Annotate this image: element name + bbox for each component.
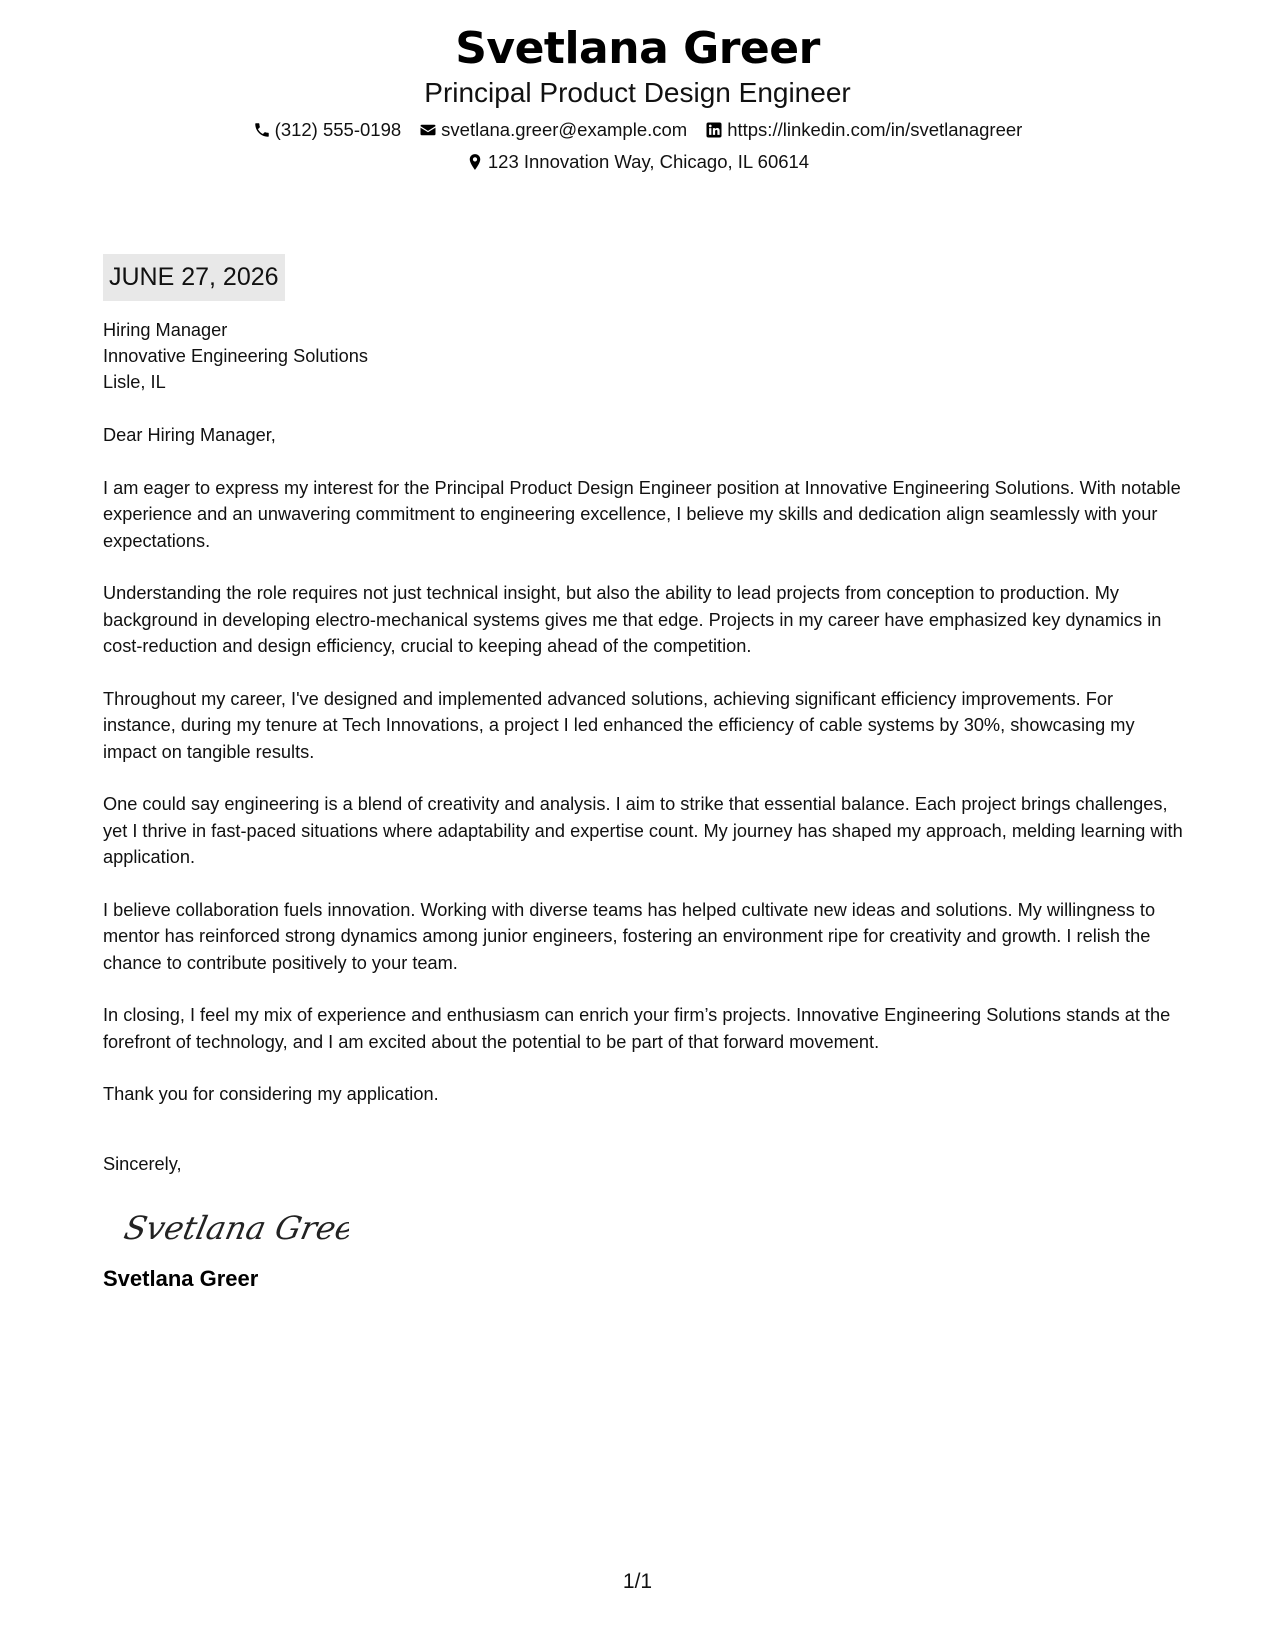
contact-row bbox=[0, 118, 1275, 142]
contact-address bbox=[466, 150, 809, 174]
applicant-name: Svetlana Greer bbox=[455, 23, 820, 74]
envelope-icon bbox=[419, 121, 437, 139]
contact-email bbox=[419, 118, 687, 142]
salutation: Dear Hiring Manager, bbox=[103, 425, 276, 445]
linkedin-text[interactable]: https://linkedin.com/in/svetlanagreer bbox=[727, 119, 1023, 140]
letter-date: JUNE 27, 2026 bbox=[103, 254, 285, 301]
applicant-title: Principal Product Design Engineer bbox=[424, 77, 851, 108]
linkedin-icon bbox=[705, 121, 723, 139]
recipient-block bbox=[103, 317, 1183, 395]
address-row bbox=[0, 150, 1275, 174]
phone-text: (312) 555-0198 bbox=[274, 119, 402, 140]
contact-phone bbox=[253, 118, 402, 142]
thanks-line: Thank you for considering my application. bbox=[103, 1084, 439, 1104]
body-paragraph: Throughout my career, I've designed and implemented advanced solutions, achieving significant efficiency improvements. For instance, during my tenure at Tech Innovations, a project I led enhanced the efficiency of cable systems by 30%, showcasing my impact on tangible results. bbox=[103, 688, 1135, 762]
address-text: 123 Innovation Way, Chicago, IL 60614 bbox=[487, 151, 810, 172]
email-text[interactable]: svetlana.greer@example.com bbox=[441, 119, 688, 140]
letter-header bbox=[0, 22, 1275, 174]
body-paragraph: I am eager to express my interest for the Principal Product Design Engineer position at Innovative Engineering Solutions. With notable experience and an unwavering commitment to engineering excellence, I believe my skills and dedication align seamlessly with your expectations. bbox=[103, 477, 1181, 551]
body-paragraph: One could say engineering is a blend of creativity and analysis. I aim to strike that essential balance. Each project brings challenges, yet I thrive in fast-paced situations where adaptability and expertise count. My journey has shaped my approach, melding learning with application. bbox=[103, 794, 1183, 867]
signed-name: Svetlana Greer bbox=[103, 1266, 259, 1291]
map-marker-icon bbox=[466, 153, 484, 171]
closing: Sincerely, bbox=[103, 1153, 182, 1174]
recipient-line: Lisle, IL bbox=[103, 372, 166, 392]
letter-body bbox=[103, 254, 1183, 1293]
body-paragraph: I believe collaboration fuels innovation. Working with diverse teams has helped cultivate new ideas and solutions. My willingness to mentor has reinforced strong dynamics among junior engineers, fostering an environment ripe for creativity and growth. I relish the chance to contribute positively to your team. bbox=[103, 899, 1156, 973]
phone-icon bbox=[253, 121, 271, 139]
body-paragraph: Understanding the role requires not just technical insight, but also the ability to lead projects from conception to production. My background in developing electro-mechanical systems gives me that edge. Projects in my career have emphasized key dynamics in cost-reduction and design efficiency, crucial to keeping ahead of the competition. bbox=[103, 583, 1162, 656]
recipient-line: Hiring Manager bbox=[103, 320, 228, 340]
page-number: 1/1 bbox=[622, 1570, 653, 1593]
recipient-line: Innovative Engineering Solutions bbox=[103, 346, 368, 366]
body-paragraph: In closing, I feel my mix of experience and enthusiasm can enrich your firm’s projects. Innovative Engineering Solutions stands at the forefront of technology, and I am excited about the potential to be part of that forward movement. bbox=[103, 1005, 1171, 1052]
contact-linkedin bbox=[705, 118, 1022, 142]
signature-text: Svetlana Greer bbox=[120, 1209, 349, 1247]
signature-image bbox=[119, 1199, 349, 1257]
